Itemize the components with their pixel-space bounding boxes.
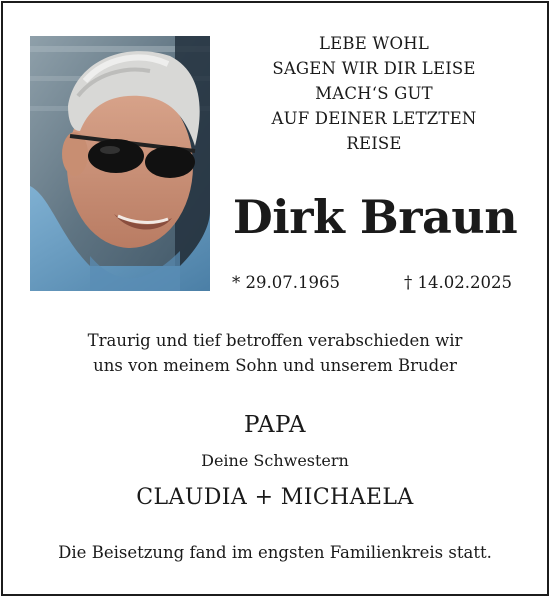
poem-line: SAGEN WIR DIR LEISE	[272, 59, 476, 78]
intro-line: Traurig und tief betroffen verabschieden wir	[87, 331, 463, 350]
death-date: † 14.02.2025	[404, 273, 512, 292]
birth-date: * 29.07.1965	[232, 273, 340, 292]
poem-line: AUF DEINER LETZTEN	[271, 109, 477, 128]
burial-note: Die Beisetzung fand im engsten Familienkreis statt.	[58, 543, 492, 562]
poem-line: REISE	[346, 134, 402, 153]
intro-line: uns von meinem Sohn und unserem Bruder	[93, 356, 457, 375]
intro-text	[30, 328, 520, 378]
deceased-name: Dirk Braun	[232, 190, 518, 244]
poem-line: LEBE WOHL	[318, 34, 430, 53]
farewell-poem	[244, 31, 504, 156]
mourner-father: PAPA	[244, 412, 306, 438]
sisters-label: Deine Schwestern	[201, 451, 349, 470]
poem-line: MACH‘S GUT	[315, 84, 433, 103]
portrait-photo	[30, 36, 210, 291]
sisters-names: CLAUDIA + MICHAELA	[136, 485, 414, 510]
